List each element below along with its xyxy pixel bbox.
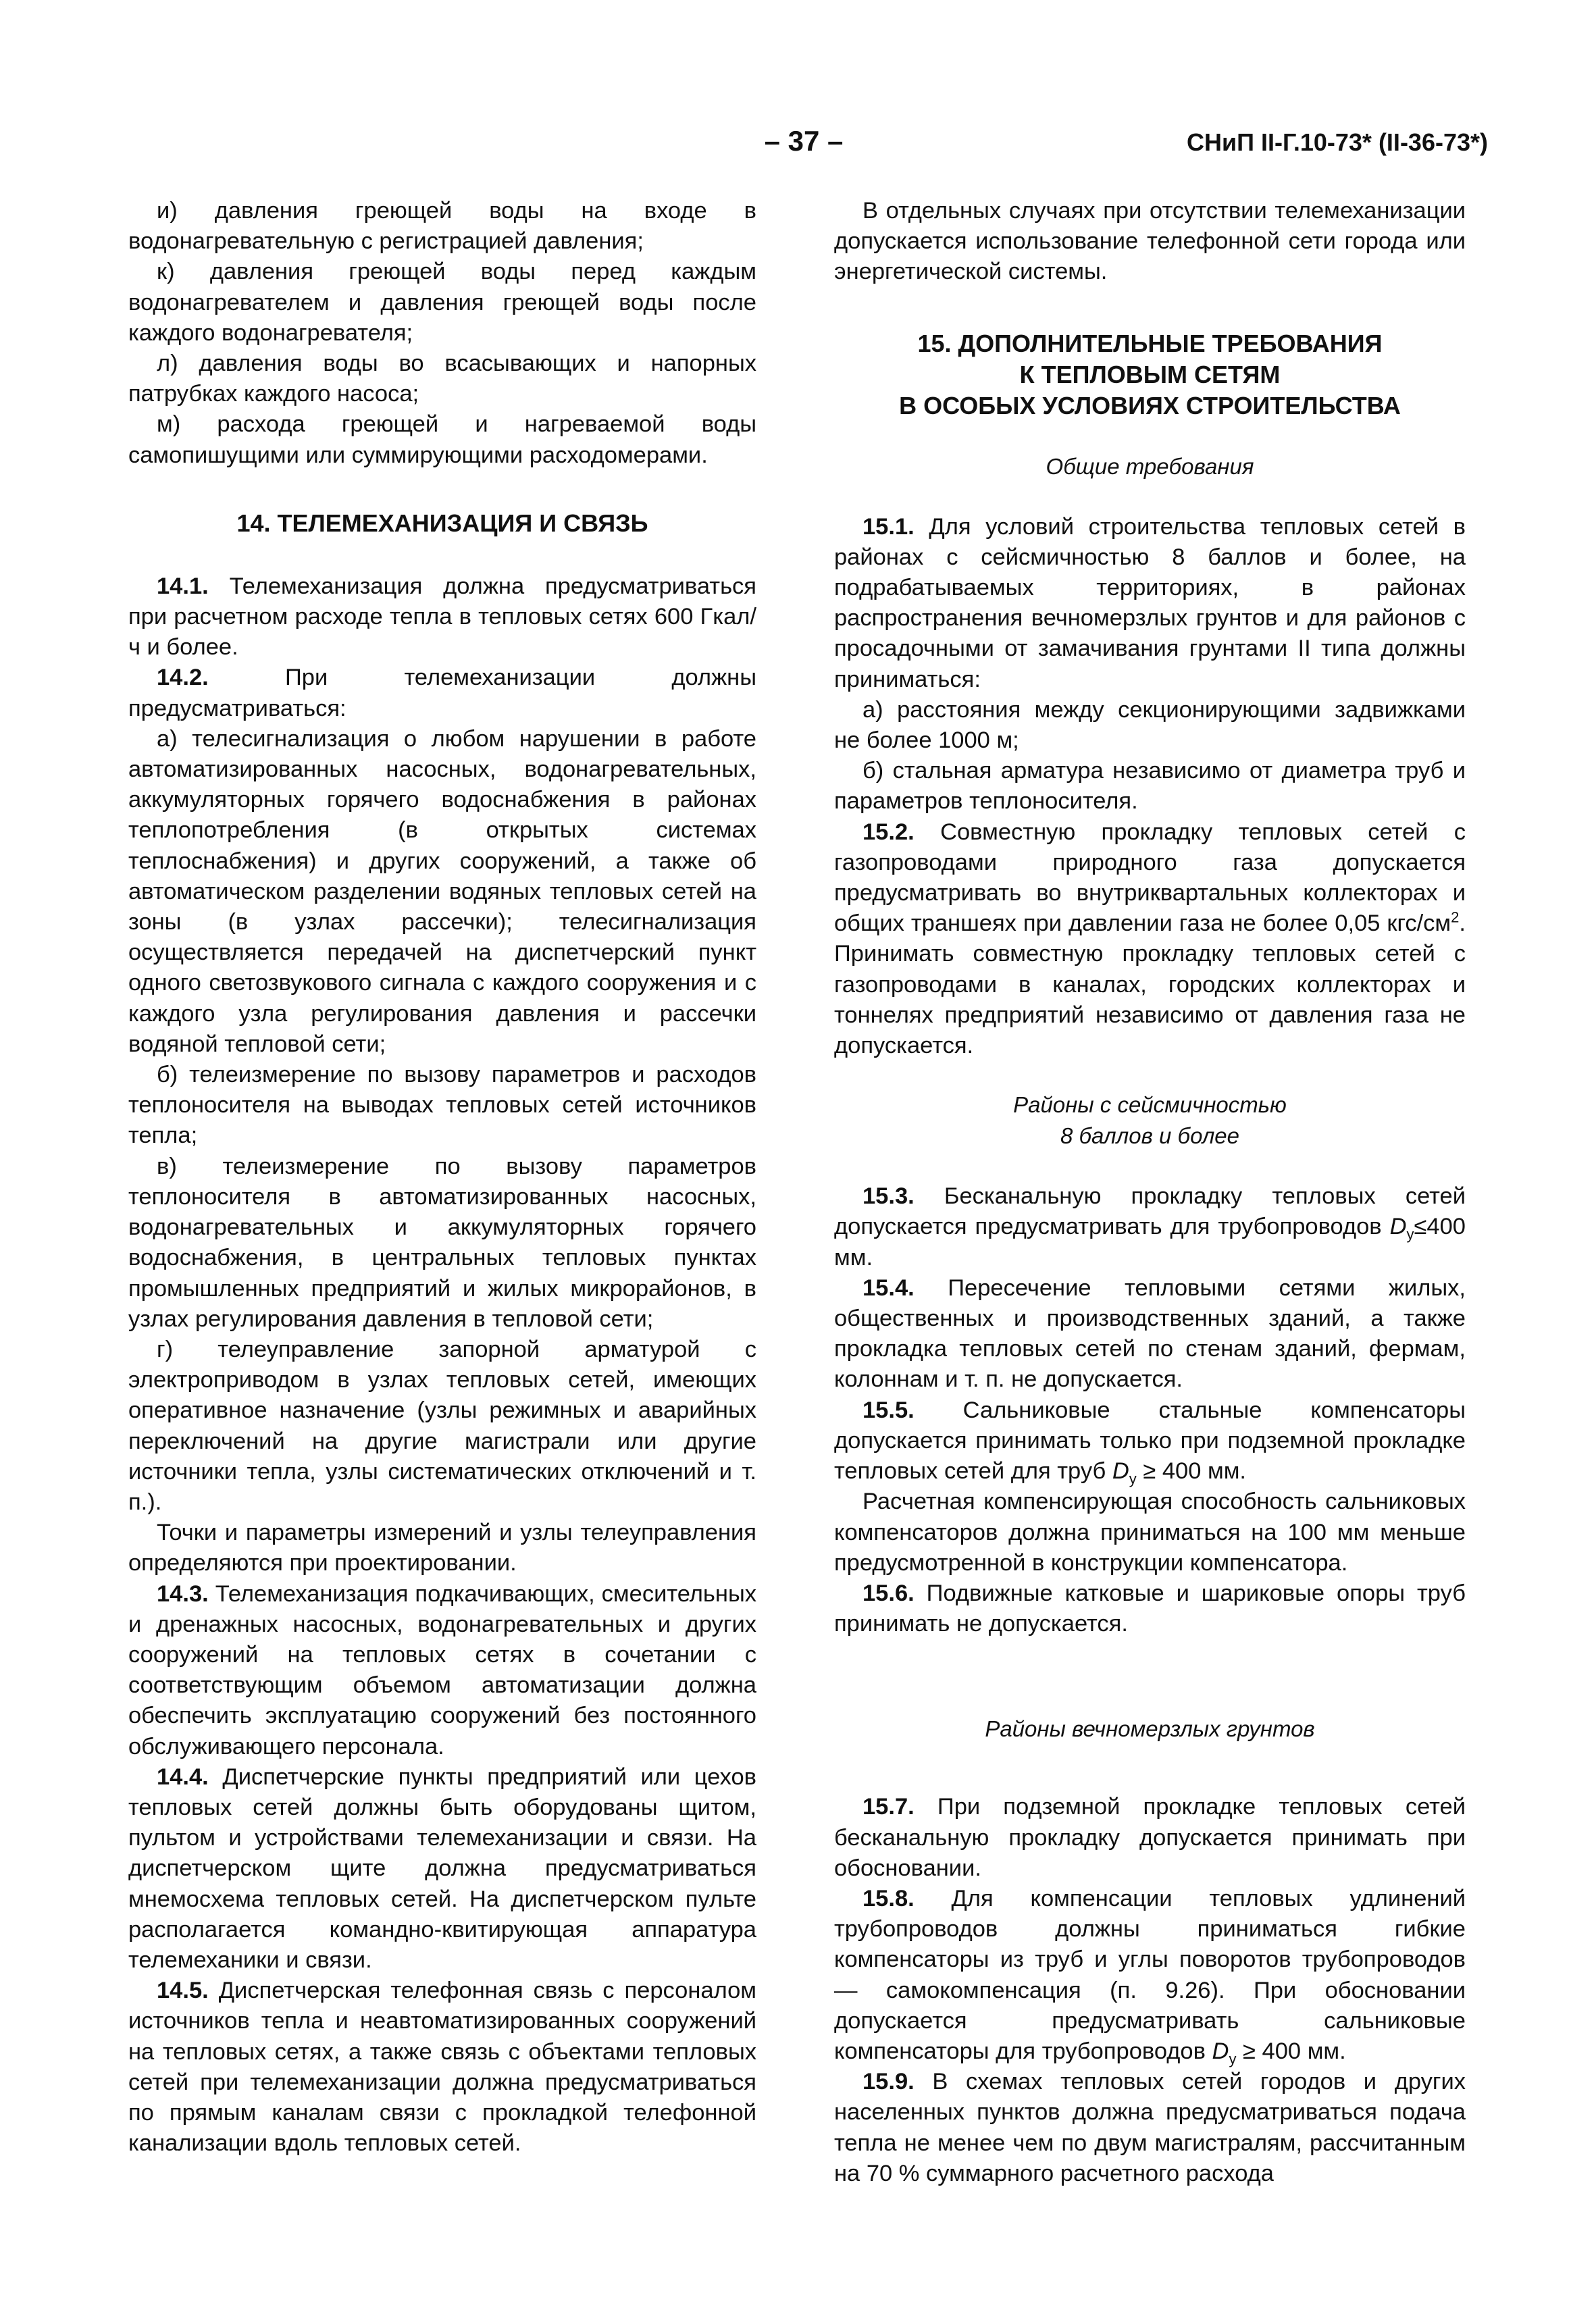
clause-15-4 <box>834 1273 1466 1395</box>
clause-15-6 <box>834 1578 1466 1639</box>
subscript: y <box>1406 1226 1414 1243</box>
clause-number: 15.5. <box>863 1397 915 1423</box>
clause-15-3 <box>834 1181 1466 1273</box>
clause-number: 14.2. <box>157 665 209 691</box>
clause-number: 15.6. <box>863 1580 915 1606</box>
section-15-title <box>834 328 1466 421</box>
clause-14-5 <box>128 1976 756 2159</box>
section-15-title-line1: 15. ДОПОЛНИТЕЛЬНЫЕ ТРЕБОВАНИЯ <box>917 329 1383 357</box>
subheading-general: Общие требования <box>1046 453 1254 479</box>
paragraph-item-l: л) давления воды во всасывающих и напорных патрубках каждого насоса; <box>128 351 756 407</box>
subscript: y <box>1229 2050 1237 2067</box>
clause-text: При телемеханизации должны предусматриваться: <box>128 665 756 721</box>
clause-text-cont: . Принимать совместную прокладку тепловых сетей с газопроводами в каналах, городских коллекторах и тоннелях предприятий независимо от давления газа не допускается. <box>834 910 1466 1059</box>
paragraph-intro: В отдельных случаях при отсутствии телемеханизации допускается использование телефонной сети города или энергетической системы. <box>834 198 1466 285</box>
clause-text: Телемеханизация должна предусматриваться при расчетном расходе тепла в тепловых сетях 600 Гкал/ч и более. <box>128 573 756 661</box>
clause-text-cont: ≥ 400 мм. <box>1236 2038 1346 2064</box>
clause-number: 15.2. <box>863 819 915 845</box>
clause-14-2-b: б) телеизмерение по вызову параметров и расходов теплоносителя на выводах тепловых сетей источников тепла; <box>128 1062 756 1149</box>
clause-number: 15.1. <box>863 513 915 540</box>
paragraph-item-k: к) давления греющей воды перед каждым водонагревателем и давления греющей воды после каждого водонагревателя; <box>128 259 756 346</box>
section-15-title-line3: В ОСОБЫХ УСЛОВИЯХ СТРОИТЕЛЬСТВА <box>899 391 1401 419</box>
document-code: СНиП II-Г.10-73* (II-36-73*) <box>1186 128 1488 156</box>
clause-number: 15.8. <box>863 1885 915 1911</box>
clause-15-7 <box>834 1792 1466 1884</box>
superscript: 2 <box>1451 908 1460 926</box>
symbol-d: D <box>1112 1458 1129 1485</box>
clause-text-cont: ≤400 мм. <box>834 1214 1466 1270</box>
clause-15-1-a: а) расстояния между секционирующими задвижками не более 1000 м; <box>834 696 1466 754</box>
clause-14-1 <box>128 571 756 663</box>
clause-text: Пересечение тепловыми сетями жилых, общественных и производственных зданий, а также прокладка тепловых сетей по стенам зданий, фермам, колоннам и т. п. не допускается. <box>834 1275 1466 1393</box>
clause-15-1-b: б) стальная арматура независимо от диаметра труб и параметров теплоносителя. <box>834 758 1466 815</box>
clause-14-2-a: а) телесигнализация о любом нарушении в работе автоматизированных насосных, водонагревательных, аккумуляторных горячего водоснабжения в районах теплопотребления (в открытых системах теплоснабжения) и других сооружений, а также об автоматическом разделении водяных тепловых сетей на зоны (в узлах рассечки); телесигнализация осуществляется передачей на диспетчерский пункт одного светозвукового сигнала с каждого сооружения и с каждого узла регулирования давления и рассечки водяной тепловой сети; <box>128 725 756 1057</box>
section-14-title: 14. ТЕЛЕМЕХАНИЗАЦИЯ И СВЯЗЬ <box>236 509 648 537</box>
clause-number: 15.9. <box>863 2069 915 2095</box>
clause-text: Телемеханизация подкачивающих, смесительных и дренажных насосных, водонагревательных и других сооружений на тепловых сетях в сочетании с соответствующим объемом автоматизации должна обеспечить эксплуатацию сооружений без постоянного обслуживающего персонала. <box>128 1580 756 1759</box>
subheading-seismic-line2: 8 баллов и более <box>1060 1123 1240 1149</box>
clause-text: Диспетчерские пункты предприятий или цехов тепловых сетей должны быть оборудованы щитом, пультом и устройствами телемеханизации и связи. На диспетчерском щите должна предусматриваться мнемосхема тепловых сетей. На диспетчерском пульте располагается командно-квитирующая аппаратура телемеханики и связи. <box>128 1764 756 1973</box>
clause-text: Сальниковые стальные компенсаторы допускается принимать только при подземной прокладке тепловых сетей для труб <box>834 1397 1466 1485</box>
clause-14-2-g: г) телеуправление запорной арматурой с электроприводом в узлах тепловых сетей, имеющих оперативное назначение (узлы режимных и аварийных переключений на другие магистрали или другие источники тепла, узлы систематических отключений и т. п.). <box>128 1336 756 1515</box>
subheading-permafrost: Районы вечномерзлых грунтов <box>985 1716 1315 1742</box>
subscript: y <box>1129 1470 1137 1487</box>
clause-15-9 <box>834 2067 1466 2189</box>
clause-text: Для компенсации тепловых удлинений трубопроводов должны приниматься гибкие компенсаторы из труб и углы поворотов трубопроводов — самокомпенсация (п. 9.26). При обосновании допускается предусматривать сальниковые компенсаторы для трубопроводов <box>834 1885 1466 2064</box>
clause-14-3 <box>128 1579 756 1762</box>
clause-14-2 <box>128 663 756 723</box>
clause-14-2-tail: Точки и параметры измерений и узлы телеуправления определяются при проектировании. <box>128 1520 756 1576</box>
clause-number: 15.3. <box>863 1183 915 1210</box>
clause-number: 14.1. <box>157 573 209 599</box>
left-column <box>128 196 756 2159</box>
clause-number: 15.4. <box>863 1275 915 1301</box>
clause-text: Подвижные катковые и шариковые опоры труб принимать не допускается. <box>834 1580 1466 1637</box>
clause-14-2-v: в) телеизмерение по вызову параметров теплоносителя в автоматизированных насосных, водонагревательных и аккумуляторных горячего водоснабжения, в центральных тепловых пунктах промышленных предприятий и жилых микрорайонов, в узлах регулирования давления в тепловой сети; <box>128 1153 756 1332</box>
clause-15-1 <box>834 512 1466 695</box>
right-column <box>834 196 1466 2189</box>
clause-text: Совместную прокладку тепловых сетей с газопроводами природного газа допускается предусматривать во внутриквартальных коллекторах и общих траншеях при давлении газа не более 0,05 кгс/см <box>834 819 1466 937</box>
clause-15-8 <box>834 1884 1466 2067</box>
paragraph-item-i: и) давления греющей воды на входе в водонагревательную с регистрацией давления; <box>128 198 756 255</box>
clause-number: 15.7. <box>863 1794 915 1820</box>
clause-number: 14.3. <box>157 1580 209 1607</box>
clause-text: В схемах тепловых сетей городов и других населенных пунктов должна предусматриваться подача тепла не менее чем по двум магистралям, рассчитанным на 70 % суммарного расчетного расхода <box>834 2069 1466 2186</box>
clause-15-2 <box>834 817 1466 1062</box>
clause-text: Для условий строительства тепловых сетей в районах с сейсмичностью 8 баллов и более, на подрабатываемых территориях, в районах распространения вечномерзлых грунтов и для районов с просадочными от замачивания грунтами II типа должны приниматься: <box>834 513 1466 692</box>
clause-text-cont: ≥ 400 мм. <box>1136 1458 1247 1485</box>
clause-text: Диспетчерская телефонная связь с персоналом источников тепла и неавтоматизированных сооружений на тепловых сетях, а также связь с объектами тепловых сетей при телемеханизации должна предусматриваться по прямым каналам связи с прокладкой телефонной канализации вдоль тепловых сетей. <box>128 1978 756 2157</box>
section-15-title-line2: К ТЕПЛОВЫМ СЕТЯМ <box>1019 360 1281 388</box>
clause-15-5 <box>834 1395 1466 1487</box>
subheading-seismic <box>834 1089 1466 1152</box>
clause-number: 14.4. <box>157 1764 209 1790</box>
symbol-d: D <box>1389 1214 1407 1240</box>
page-number: – 37 – <box>764 125 844 157</box>
subheading-seismic-line1: Районы с сейсмичностью <box>1013 1092 1287 1118</box>
clause-number: 14.5. <box>157 1978 209 2004</box>
clause-text: Бесканальную прокладку тепловых сетей допускается предусматривать для трубопроводов <box>834 1183 1466 1240</box>
symbol-d: D <box>1212 2038 1229 2064</box>
clause-text: При подземной прокладке тепловых сетей бесканальную прокладку допускается принимать при обосновании. <box>834 1794 1466 1881</box>
clause-15-5-tail: Расчетная компенсирующая способность сальниковых компенсаторов должна приниматься на 100 мм меньше предусмотренной в конструкции компенсатора. <box>834 1489 1466 1576</box>
paragraph-item-m: м) расхода греющей и нагреваемой воды самопишущими или суммирующими расходомерами. <box>128 411 756 468</box>
clause-14-4 <box>128 1762 756 1976</box>
